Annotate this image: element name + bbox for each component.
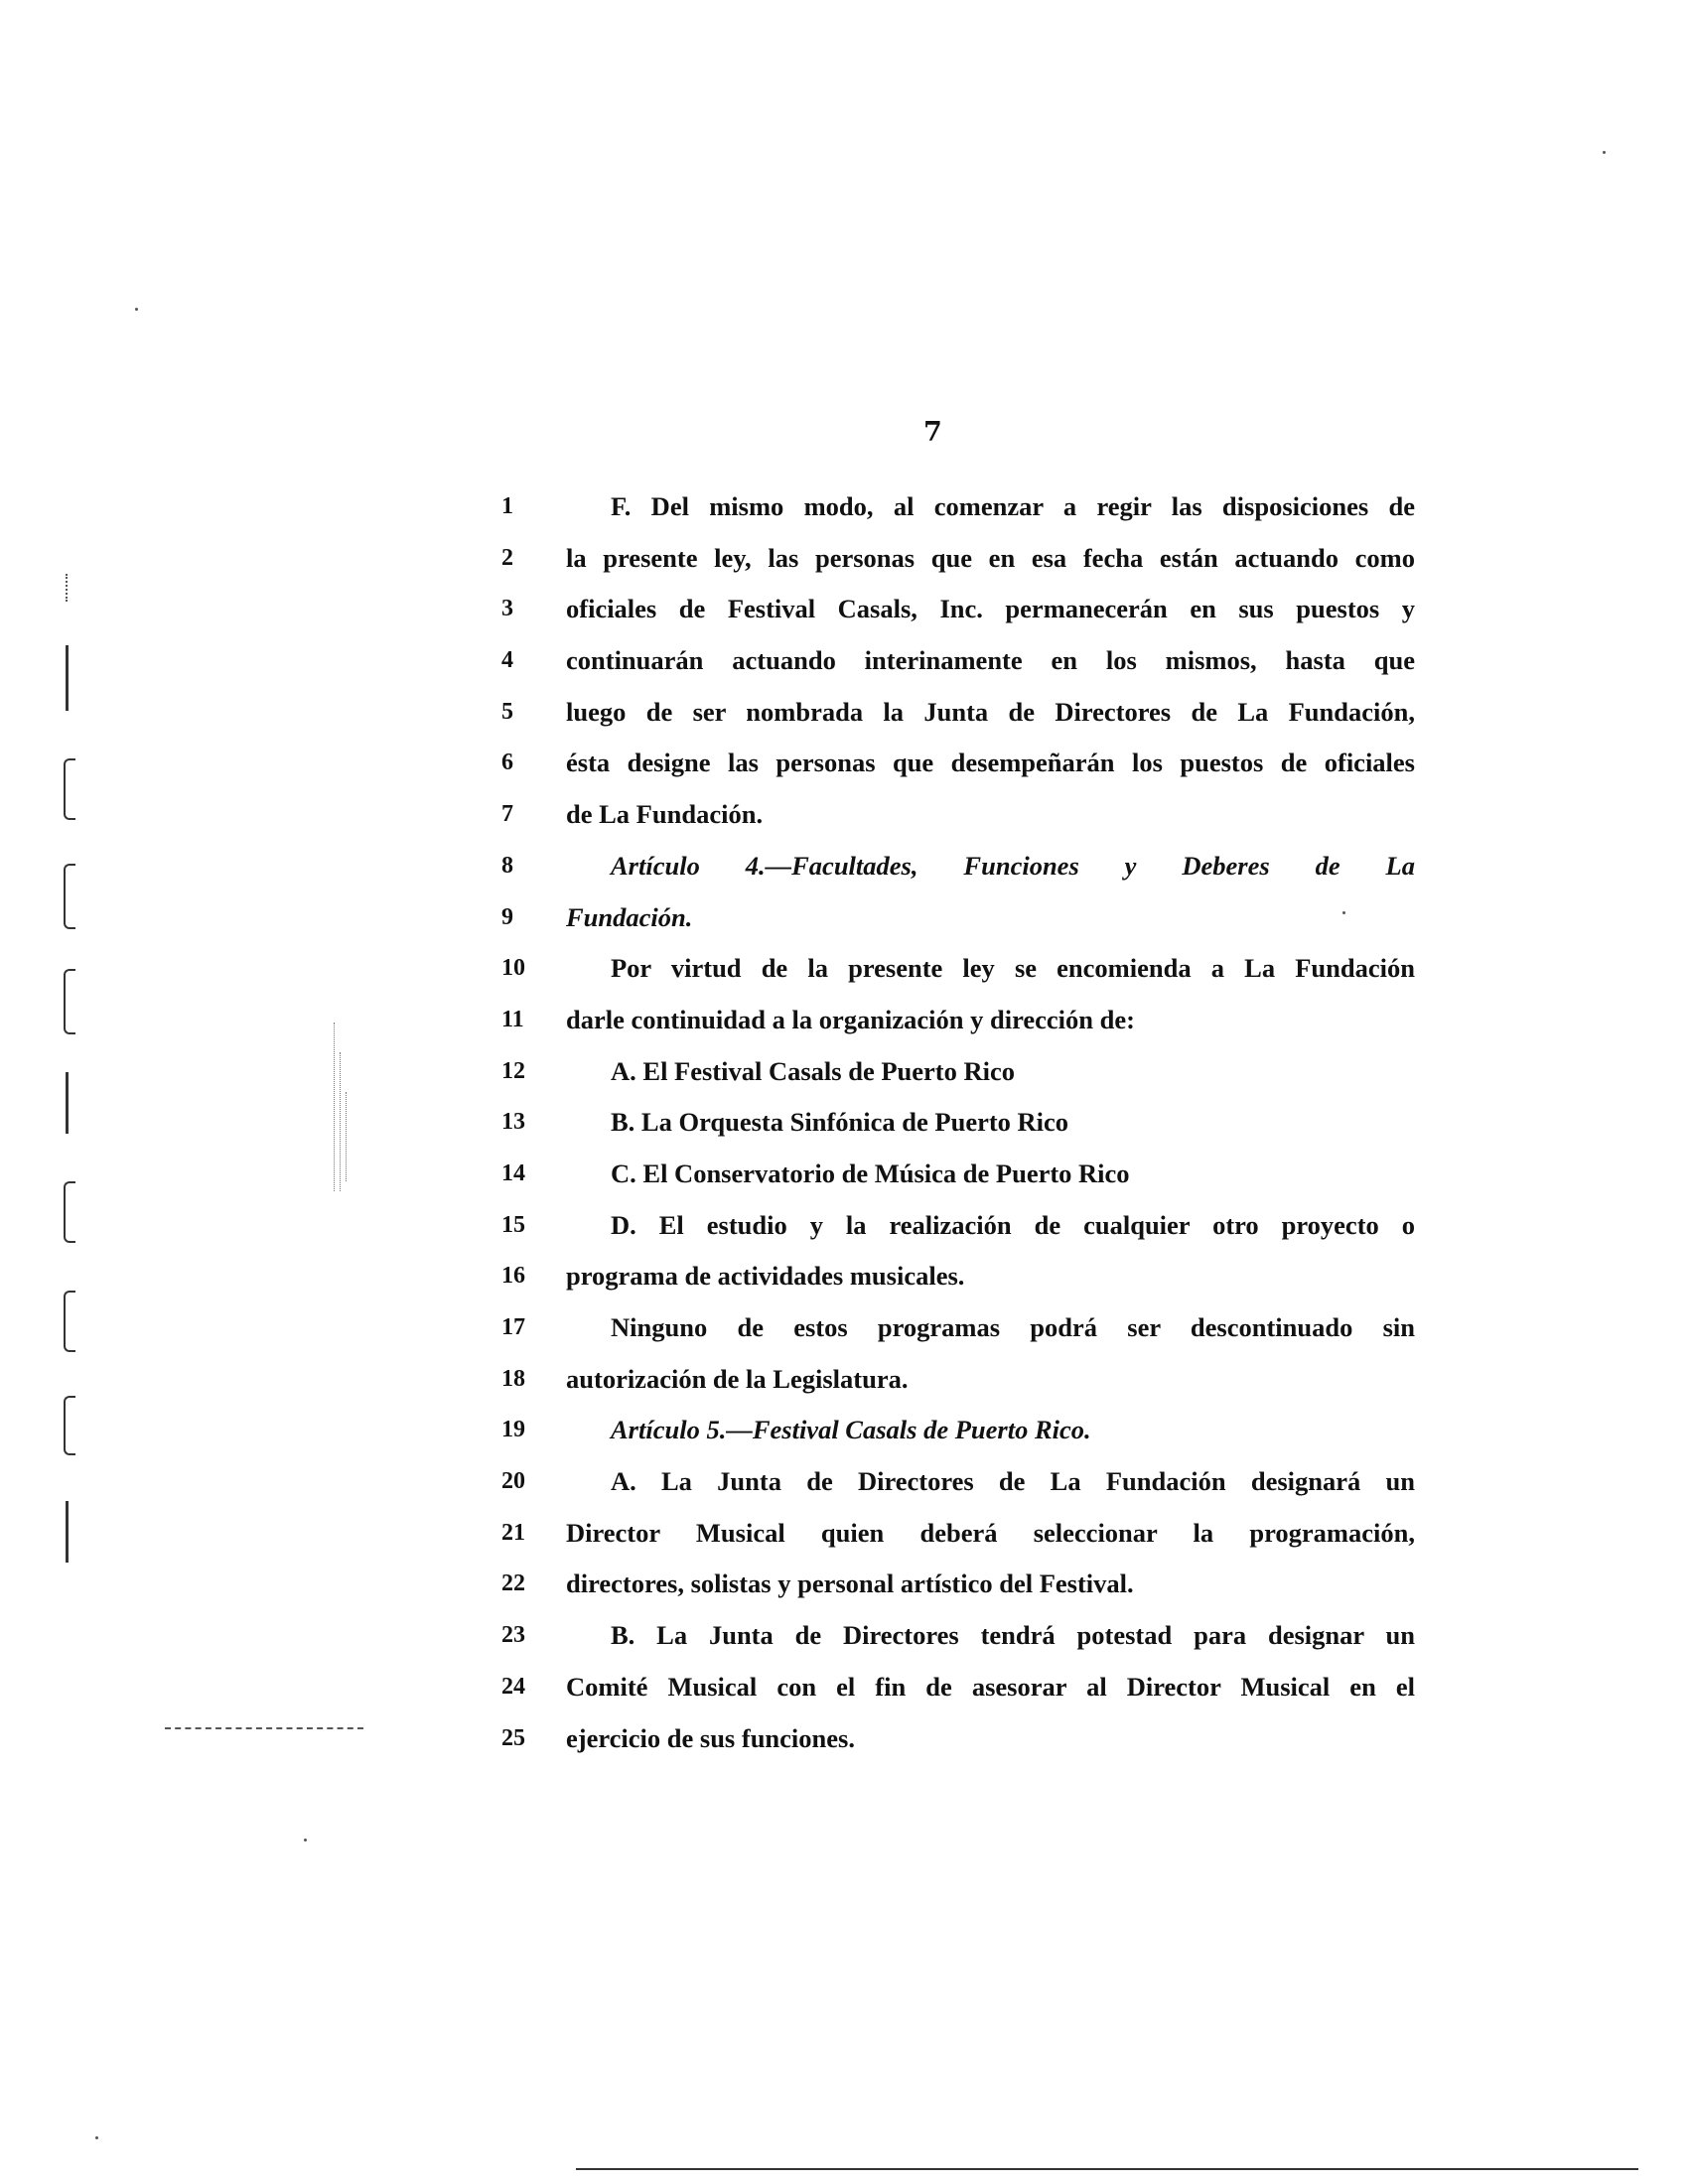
text-line — [501, 584, 1415, 635]
text-line — [501, 1149, 1415, 1200]
line-number: 19 — [501, 1417, 525, 1443]
text-line — [501, 1456, 1415, 1508]
text-line — [501, 841, 1415, 892]
line-number: 2 — [501, 544, 513, 571]
margin-bracket — [64, 758, 75, 820]
margin-bracket — [64, 1291, 75, 1352]
document-body — [501, 481, 1415, 1764]
line-number: 12 — [501, 1057, 525, 1084]
line-number: 14 — [501, 1160, 525, 1186]
line-number: 21 — [501, 1519, 525, 1546]
line-text: programa de actividades musicales. — [566, 1261, 965, 1292]
line-number: 6 — [501, 750, 513, 776]
line-text: oficiales de Festival Casals, Inc. permanecerán en sus puestos y — [566, 594, 1415, 624]
text-line — [501, 1713, 1415, 1765]
line-text: Artículo 4.—Facultades, Funciones y Deberes de La — [611, 850, 1415, 881]
text-line — [501, 1302, 1415, 1354]
text-line — [501, 1046, 1415, 1098]
margin-bracket — [64, 864, 75, 929]
line-number: 1 — [501, 493, 513, 519]
text-line — [501, 1097, 1415, 1149]
line-text: ejercicio de sus funciones. — [566, 1722, 855, 1753]
scan-speck — [304, 1839, 307, 1842]
line-number: 15 — [501, 1211, 525, 1238]
line-number: 22 — [501, 1570, 525, 1597]
text-line — [501, 1662, 1415, 1713]
line-number: 8 — [501, 852, 513, 879]
margin-bracket — [64, 969, 75, 1034]
text-line — [501, 635, 1415, 687]
text-line — [501, 738, 1415, 789]
text-line — [501, 1354, 1415, 1406]
line-number: 7 — [501, 801, 513, 828]
line-number: 16 — [501, 1263, 525, 1290]
line-number: 9 — [501, 903, 513, 930]
text-line — [501, 1508, 1415, 1560]
line-text: continuarán actuando interinamente en los mismos, hasta que — [566, 645, 1415, 676]
line-number: 13 — [501, 1109, 525, 1136]
line-text: F. Del mismo modo, al comenzar a regir las disposiciones de — [611, 491, 1415, 521]
scan-rule — [165, 1727, 363, 1729]
scan-noise — [346, 1092, 347, 1181]
line-text: luego de ser nombrada la Junta de Directores de La Fundación, — [566, 696, 1415, 727]
line-number: 20 — [501, 1468, 525, 1495]
margin-bracket — [64, 1396, 75, 1455]
text-line — [501, 1610, 1415, 1662]
margin-bracket — [64, 1181, 75, 1243]
bottom-rule — [576, 2168, 1638, 2170]
line-text: A. La Junta de Directores de La Fundación designará un — [611, 1466, 1415, 1497]
scan-noise — [340, 1052, 341, 1191]
line-number: 24 — [501, 1673, 525, 1700]
line-text: la presente ley, las personas que en esa fecha están actuando como — [566, 542, 1415, 573]
scan-noise — [334, 1023, 335, 1191]
line-text: Por virtud de la presente ley se encomienda a La Fundación — [611, 953, 1415, 984]
margin-mark — [66, 1072, 69, 1134]
text-line — [501, 892, 1415, 944]
line-number: 3 — [501, 596, 513, 622]
margin-mark — [66, 574, 68, 602]
text-line — [501, 1200, 1415, 1252]
line-text: B. La Junta de Directores tendrá potestad para designar un — [611, 1620, 1415, 1651]
line-text: darle continuidad a la organización y dirección de: — [566, 1004, 1135, 1034]
margin-mark — [66, 645, 69, 711]
text-line — [501, 1251, 1415, 1302]
line-number: 11 — [501, 1006, 524, 1032]
line-text: autorización de la Legislatura. — [566, 1363, 909, 1394]
scan-speck — [95, 2136, 98, 2139]
scan-speck — [1342, 911, 1345, 914]
line-text: C. El Conservatorio de Música de Puerto Rico — [611, 1158, 1130, 1188]
line-text: directores, solistas y personal artístico del Festival. — [566, 1569, 1134, 1599]
text-line — [501, 687, 1415, 739]
text-line — [501, 995, 1415, 1046]
text-line — [501, 1559, 1415, 1610]
line-text: B. La Orquesta Sinfónica de Puerto Rico — [611, 1107, 1069, 1138]
line-text: de La Fundación. — [566, 799, 764, 830]
line-number: 23 — [501, 1622, 525, 1649]
line-number: 10 — [501, 955, 525, 982]
line-text: Comité Musical con el fin de asesorar al Director Musical en el — [566, 1671, 1415, 1702]
line-number: 5 — [501, 698, 513, 725]
line-text: Director Musical quien deberá seleccionar la programación, — [566, 1517, 1415, 1548]
text-line — [501, 481, 1415, 533]
line-number: 4 — [501, 647, 513, 674]
text-line — [501, 533, 1415, 585]
line-number: 25 — [501, 1724, 525, 1751]
line-text: Fundación. — [566, 901, 693, 932]
line-number: 18 — [501, 1365, 525, 1392]
text-line — [501, 789, 1415, 841]
line-text: D. El estudio y la realización de cualquier otro proyecto o — [611, 1209, 1415, 1240]
line-number: 17 — [501, 1314, 525, 1340]
margin-mark — [66, 1501, 69, 1563]
text-line — [501, 943, 1415, 995]
line-text: ésta designe las personas que desempeñarán los puestos de oficiales — [566, 748, 1415, 778]
line-text: A. El Festival Casals de Puerto Rico — [611, 1055, 1016, 1086]
page-number: 7 — [923, 417, 942, 448]
scan-speck — [135, 308, 138, 311]
text-line — [501, 1405, 1415, 1456]
line-text: Artículo 5.—Festival Casals de Puerto Rico. — [611, 1415, 1091, 1445]
line-text: Ninguno de estos programas podrá ser descontinuado sin — [611, 1312, 1415, 1342]
scan-speck — [1603, 151, 1606, 154]
